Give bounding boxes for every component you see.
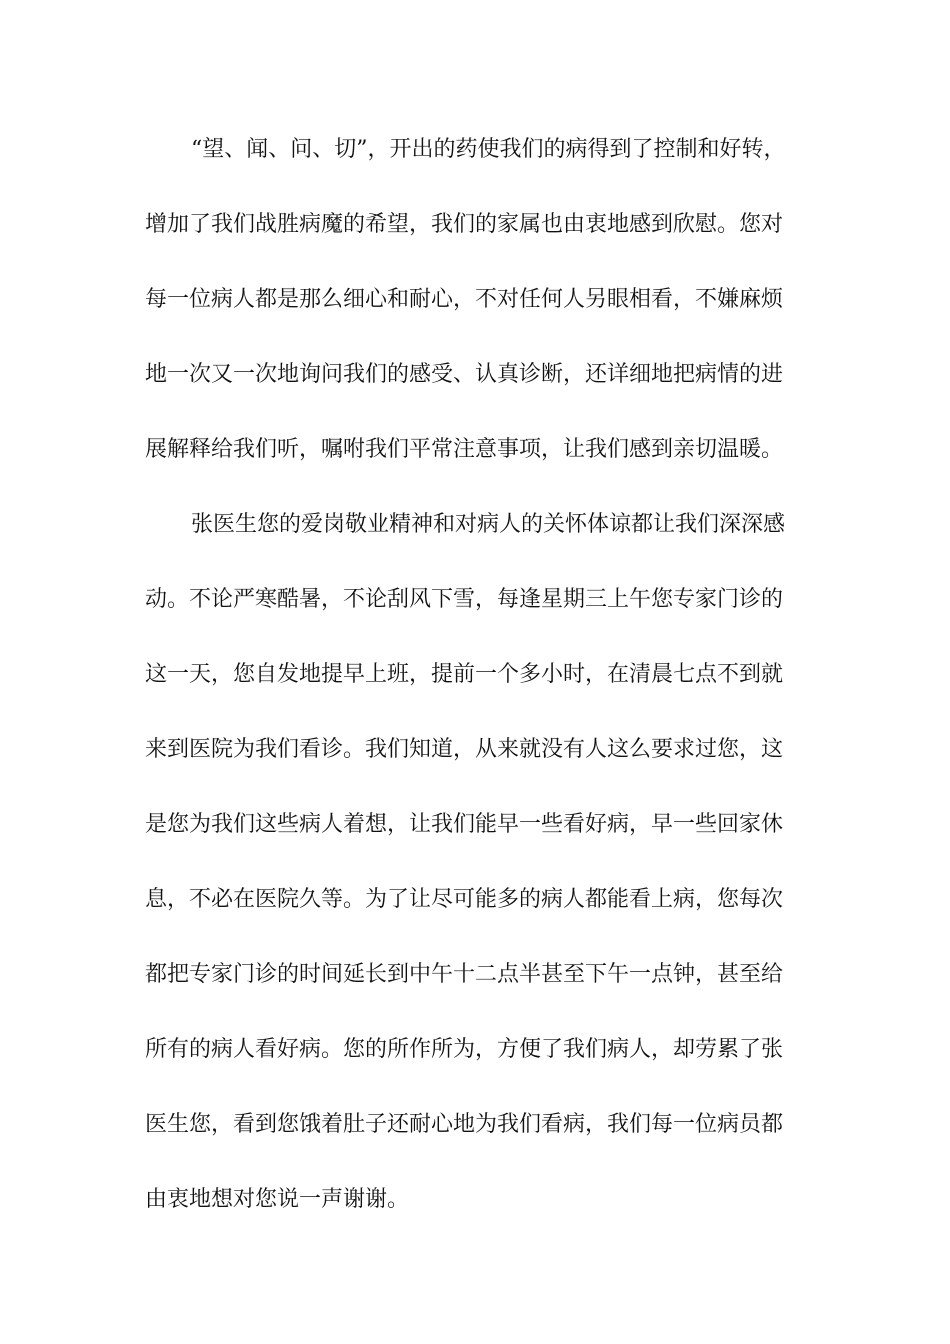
text-line: 地一次又一次地询问我们的感受、认真诊断，还详细地把病情的进 bbox=[145, 362, 784, 387]
text-line: “望、闻、问、切”，开出的药使我们的病得到了控制和好转， bbox=[191, 137, 786, 162]
text-line: 来到医院为我们看诊。我们知道，从来就没有人这么要求过您，这 bbox=[145, 737, 784, 762]
text-line: 增加了我们战胜病魔的希望，我们的家属也由衷地感到欣慰。您对 bbox=[145, 212, 784, 237]
text-line: 都把专家门诊的时间延长到中午十二点半甚至下午一点钟，甚至给 bbox=[145, 962, 784, 987]
text-line: 所有的病人看好病。您的所作所为，方便了我们病人，却劳累了张 bbox=[145, 1037, 784, 1062]
text-line: 展解释给我们听，嘱咐我们平常注意事项，让我们感到亲切温暖。 bbox=[145, 437, 784, 462]
text-line: 息，不必在医院久等。为了让尽可能多的病人都能看上病，您每次 bbox=[145, 887, 784, 912]
text-line: 医生您，看到您饿着肚子还耐心地为我们看病，我们每一位病员都 bbox=[145, 1112, 784, 1137]
text-line: 是您为我们这些病人着想，让我们能早一些看好病，早一些回家休 bbox=[145, 812, 784, 837]
text-line: 动。不论严寒酷暑，不论刮风下雪，每逢星期三上午您专家门诊的 bbox=[145, 587, 784, 612]
text-line: 这一天，您自发地提早上班，提前一个多小时，在清晨七点不到就 bbox=[145, 662, 784, 687]
text-line: 张医生您的爱岗敬业精神和对病人的关怀体谅都让我们深深感 bbox=[191, 512, 786, 537]
text-line: 每一位病人都是那么细心和耐心，不对任何人另眼相看，不嫌麻烦 bbox=[145, 287, 784, 312]
text-line: 由衷地想对您说一声谢谢。 bbox=[145, 1187, 410, 1212]
